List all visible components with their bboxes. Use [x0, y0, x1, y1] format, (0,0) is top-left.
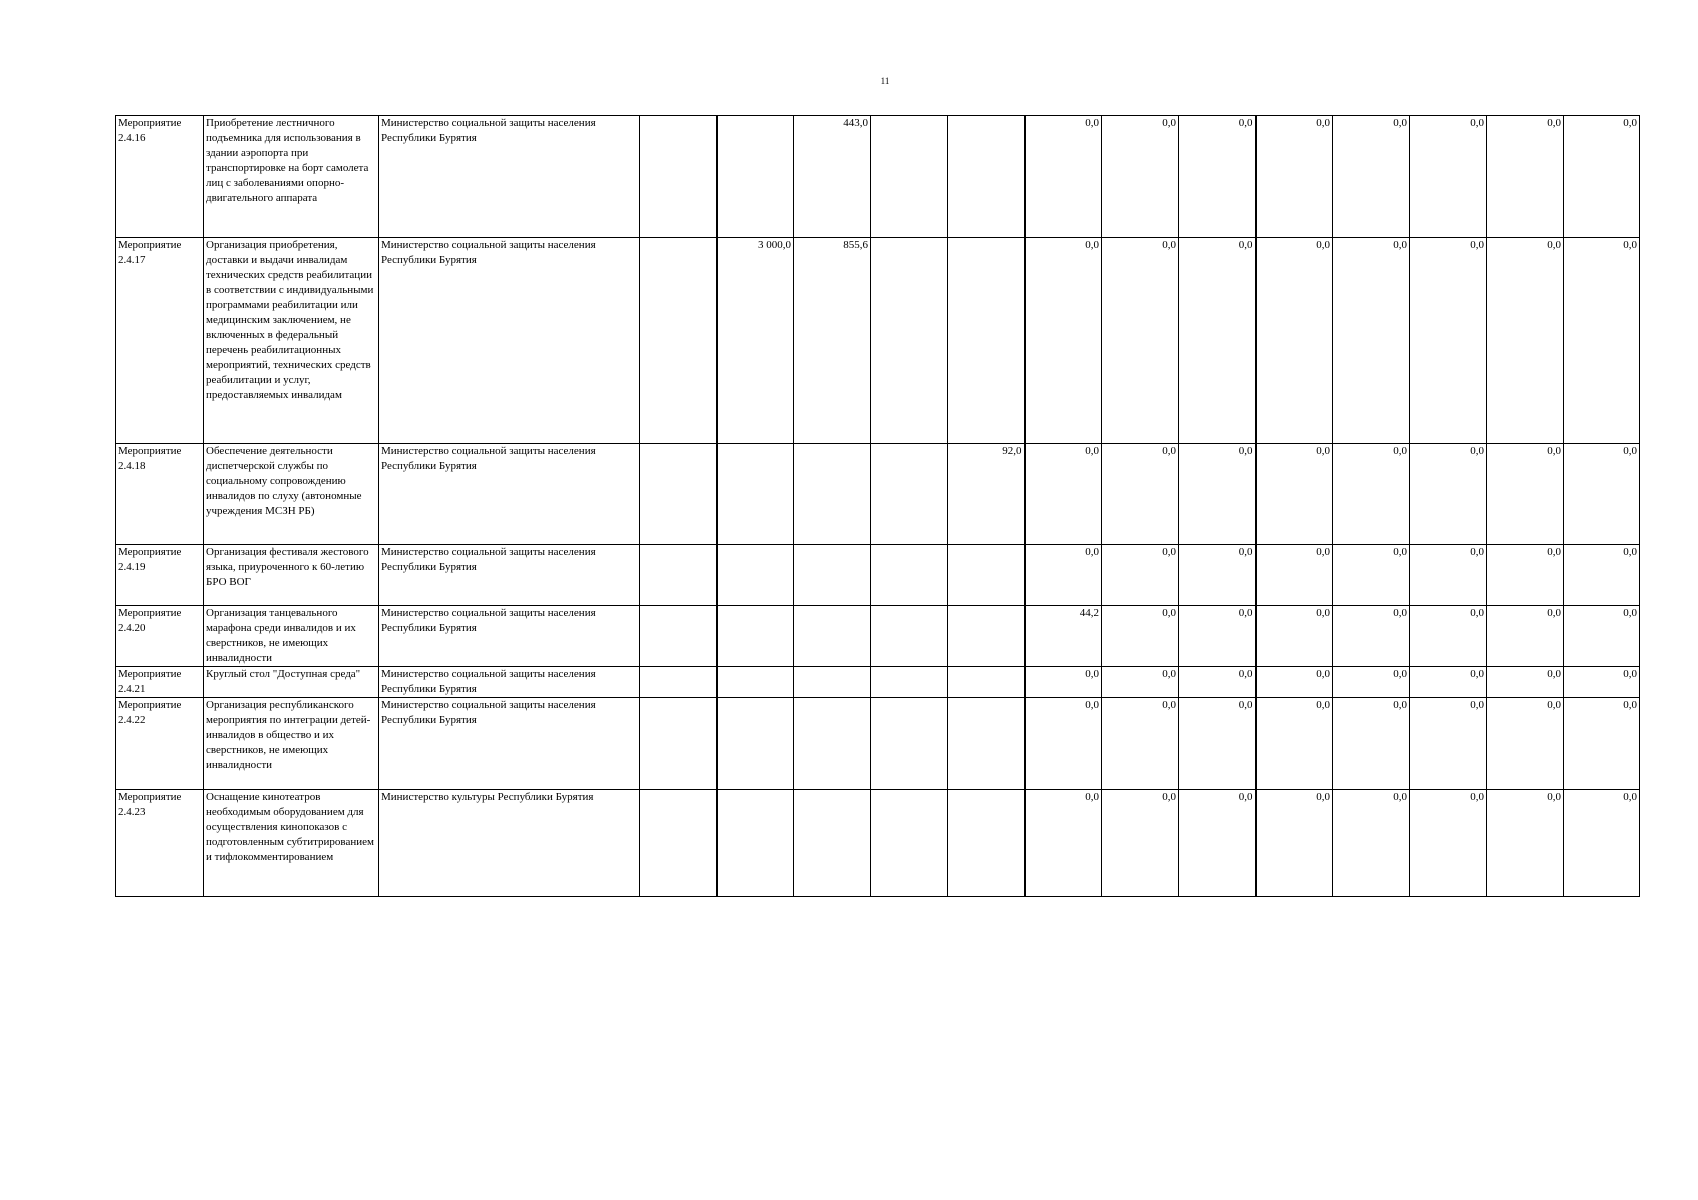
event-id-cell: Мероприятие 2.4.23 [116, 790, 204, 897]
value-cell [871, 444, 948, 545]
value-cell [871, 698, 948, 790]
value-cell: 0,0 [1179, 606, 1256, 667]
value-cell: 0,0 [1025, 238, 1102, 444]
event-executor-cell: Министерство социальной защиты населения Республики Бурятия [379, 116, 640, 238]
value-cell: 0,0 [1025, 790, 1102, 897]
table-row [116, 238, 1640, 444]
value-cell: 0,0 [1487, 238, 1564, 444]
value-cell [794, 698, 871, 790]
value-cell [717, 606, 794, 667]
value-cell: 0,0 [1256, 667, 1333, 698]
value-cell [871, 116, 948, 238]
value-cell: 0,0 [1333, 790, 1410, 897]
event-executor-cell: Министерство социальной защиты населения Республики Бурятия [379, 545, 640, 606]
value-cell: 3 000,0 [717, 238, 794, 444]
value-cell: 0,0 [1564, 790, 1640, 897]
value-cell: 0,0 [1487, 667, 1564, 698]
value-cell: 0,0 [1564, 698, 1640, 790]
value-cell [640, 698, 717, 790]
value-cell: 0,0 [1102, 238, 1179, 444]
value-cell [871, 238, 948, 444]
table-row [116, 606, 1640, 667]
value-cell: 0,0 [1179, 667, 1256, 698]
value-cell: 0,0 [1102, 116, 1179, 238]
value-cell: 0,0 [1179, 790, 1256, 897]
value-cell [948, 238, 1025, 444]
value-cell [640, 606, 717, 667]
value-cell: 0,0 [1102, 444, 1179, 545]
value-cell: 0,0 [1410, 698, 1487, 790]
event-description-cell: Организация танцевального марафона среди инвалидов и их сверстников, не имеющих инвалидности [204, 606, 379, 667]
value-cell [948, 116, 1025, 238]
value-cell [717, 116, 794, 238]
value-cell: 0,0 [1102, 698, 1179, 790]
value-cell [948, 698, 1025, 790]
event-description-cell: Оснащение кинотеатров необходимым оборудованием для осуществления кинопоказов с подготовленным субтитрированием и тифлокомментированием [204, 790, 379, 897]
table-row [116, 667, 1640, 698]
value-cell [640, 545, 717, 606]
event-id-cell: Мероприятие 2.4.20 [116, 606, 204, 667]
value-cell [794, 790, 871, 897]
value-cell: 0,0 [1410, 238, 1487, 444]
table-row [116, 545, 1640, 606]
value-cell [794, 606, 871, 667]
value-cell: 0,0 [1256, 545, 1333, 606]
value-cell: 0,0 [1487, 790, 1564, 897]
value-cell [640, 667, 717, 698]
value-cell: 0,0 [1102, 790, 1179, 897]
value-cell: 0,0 [1025, 667, 1102, 698]
value-cell [794, 667, 871, 698]
event-description-cell: Приобретение лестничного подъемника для использования в здании аэропорта при транспортировке на борт самолета лиц с заболеваниями опорно-двигательного аппарата [204, 116, 379, 238]
event-description-cell: Организация республиканского мероприятия по интеграции детей-инвалидов в общество и их сверстников, не имеющих инвалидности [204, 698, 379, 790]
event-id-cell: Мероприятие 2.4.21 [116, 667, 204, 698]
value-cell: 0,0 [1179, 698, 1256, 790]
value-cell [717, 444, 794, 545]
value-cell [794, 444, 871, 545]
table-row [116, 444, 1640, 545]
value-cell [640, 116, 717, 238]
event-id-cell: Мероприятие 2.4.16 [116, 116, 204, 238]
value-cell: 0,0 [1333, 238, 1410, 444]
value-cell: 0,0 [1410, 444, 1487, 545]
value-cell: 0,0 [1179, 444, 1256, 545]
value-cell: 443,0 [794, 116, 871, 238]
value-cell: 0,0 [1256, 116, 1333, 238]
value-cell [640, 238, 717, 444]
value-cell: 855,6 [794, 238, 871, 444]
value-cell: 0,0 [1102, 606, 1179, 667]
value-cell: 0,0 [1025, 116, 1102, 238]
event-description-cell: Обеспечение деятельности диспетчерской службы по социальному сопровождению инвалидов по слуху (автономные учреждения МСЗН РБ) [204, 444, 379, 545]
value-cell: 0,0 [1256, 606, 1333, 667]
value-cell: 0,0 [1102, 545, 1179, 606]
value-cell: 0,0 [1564, 238, 1640, 444]
value-cell [717, 698, 794, 790]
event-executor-cell: Министерство социальной защиты населения Республики Бурятия [379, 667, 640, 698]
value-cell [640, 790, 717, 897]
value-cell: 0,0 [1487, 545, 1564, 606]
value-cell: 0,0 [1410, 790, 1487, 897]
table-row [116, 698, 1640, 790]
table-row [116, 790, 1640, 897]
value-cell: 0,0 [1333, 444, 1410, 545]
value-cell [948, 790, 1025, 897]
value-cell: 0,0 [1256, 790, 1333, 897]
value-cell: 0,0 [1179, 116, 1256, 238]
event-description-cell: Организация фестиваля жестового языка, приуроченного к 60-летию БРО ВОГ [204, 545, 379, 606]
value-cell: 0,0 [1025, 444, 1102, 545]
value-cell [871, 545, 948, 606]
value-cell: 0,0 [1256, 698, 1333, 790]
value-cell [640, 444, 717, 545]
value-cell: 0,0 [1564, 545, 1640, 606]
value-cell [717, 545, 794, 606]
event-executor-cell: Министерство социальной защиты населения Республики Бурятия [379, 606, 640, 667]
value-cell: 0,0 [1256, 444, 1333, 545]
value-cell: 0,0 [1487, 444, 1564, 545]
value-cell: 0,0 [1487, 606, 1564, 667]
value-cell: 0,0 [1564, 444, 1640, 545]
value-cell [717, 790, 794, 897]
value-cell: 0,0 [1410, 667, 1487, 698]
value-cell [948, 545, 1025, 606]
value-cell: 0,0 [1410, 545, 1487, 606]
value-cell [871, 790, 948, 897]
value-cell [794, 545, 871, 606]
value-cell: 0,0 [1025, 545, 1102, 606]
value-cell: 0,0 [1487, 116, 1564, 238]
value-cell: 0,0 [1410, 606, 1487, 667]
event-executor-cell: Министерство социальной защиты населения Республики Бурятия [379, 444, 640, 545]
event-executor-cell: Министерство социальной защиты населения Республики Бурятия [379, 238, 640, 444]
value-cell [871, 667, 948, 698]
event-description-cell: Организация приобретения, доставки и выдачи инвалидам технических средств реабилитации в соответствии с индивидуальными программами реабилитации или медицинским заключением, не включенных в федеральный перечень реабилитационных мероприятий, технических средств реабилитации и услуг, предоставляемых инвалидам [204, 238, 379, 444]
value-cell: 0,0 [1179, 238, 1256, 444]
event-id-cell: Мероприятие 2.4.19 [116, 545, 204, 606]
value-cell: 0,0 [1564, 667, 1640, 698]
value-cell: 0,0 [1179, 545, 1256, 606]
event-id-cell: Мероприятие 2.4.18 [116, 444, 204, 545]
value-cell: 0,0 [1333, 698, 1410, 790]
value-cell [871, 606, 948, 667]
value-cell: 0,0 [1333, 545, 1410, 606]
value-cell: 0,0 [1564, 116, 1640, 238]
value-cell [717, 667, 794, 698]
event-executor-cell: Министерство культуры Республики Бурятия [379, 790, 640, 897]
value-cell [948, 667, 1025, 698]
event-description-cell: Круглый стол "Доступная среда" [204, 667, 379, 698]
value-cell: 0,0 [1333, 116, 1410, 238]
event-id-cell: Мероприятие 2.4.22 [116, 698, 204, 790]
value-cell: 0,0 [1487, 698, 1564, 790]
event-executor-cell: Министерство социальной защиты населения Республики Бурятия [379, 698, 640, 790]
value-cell: 0,0 [1410, 116, 1487, 238]
page-number: 11 [880, 76, 890, 86]
value-cell [948, 606, 1025, 667]
value-cell: 0,0 [1025, 698, 1102, 790]
value-cell: 0,0 [1256, 238, 1333, 444]
value-cell: 92,0 [948, 444, 1025, 545]
value-cell: 0,0 [1102, 667, 1179, 698]
value-cell: 0,0 [1333, 606, 1410, 667]
table-row [116, 116, 1640, 238]
program-events-table [115, 115, 1640, 897]
value-cell: 0,0 [1564, 606, 1640, 667]
event-id-cell: Мероприятие 2.4.17 [116, 238, 204, 444]
value-cell: 44,2 [1025, 606, 1102, 667]
value-cell: 0,0 [1333, 667, 1410, 698]
